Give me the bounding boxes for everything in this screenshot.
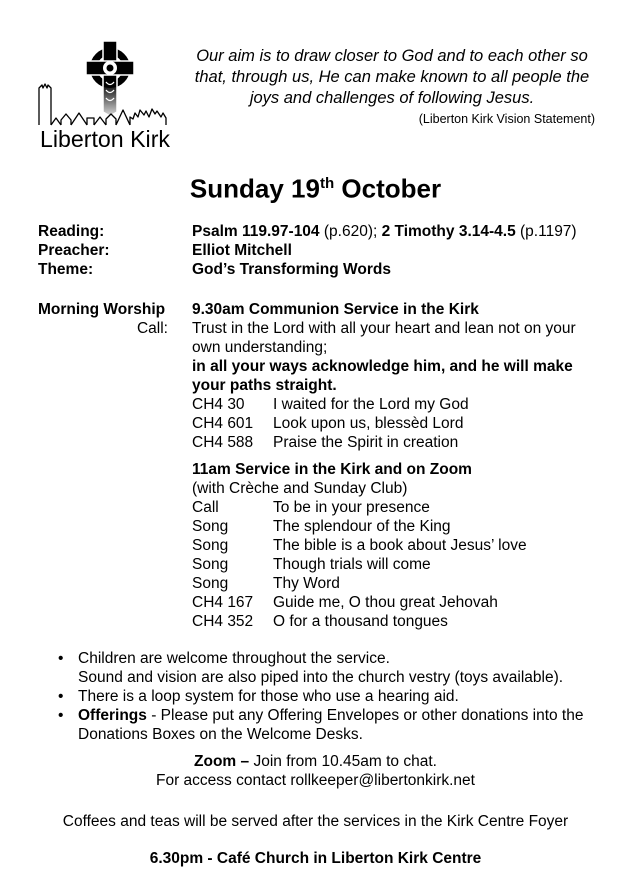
vision-statement-block [183, 40, 601, 157]
morning-hymn-list [192, 395, 631, 452]
coffees-note: Coffees and teas will be served after the services in the Kirk Centre Foyer [62, 812, 569, 830]
hymn-code: CH4 30 [192, 395, 245, 413]
song-code: Call [192, 498, 219, 516]
song-title: O for a thousand tongues [273, 612, 448, 630]
page-title [0, 169, 631, 204]
notices-list [0, 649, 591, 744]
song-code: Song [192, 574, 229, 592]
eleven-am-section [192, 460, 631, 631]
song-code: CH4 167 [192, 593, 254, 611]
preacher-label: Preacher: [38, 241, 110, 259]
service-details [0, 222, 631, 279]
hymn-row [192, 433, 631, 452]
song-code: Song [192, 536, 229, 554]
vision-statement-text: Our aim is to draw closer to God and to each other so that, through us, He can make known to all people the joys and challenges of following Jesus. [194, 47, 590, 107]
notice-children-line1: • Children are welcome throughout the service. [78, 649, 390, 667]
reading-ref-2: 2 Timothy 3.14-4.5 [381, 222, 516, 240]
song-row [192, 612, 631, 631]
morning-worship-label: Morning Worship [38, 300, 166, 318]
reading-label: Reading: [38, 222, 105, 240]
logo-wordmark: Liberton Kirk [40, 126, 171, 152]
song-code: CH4 352 [192, 612, 254, 630]
morning-header-row [38, 300, 631, 319]
hymn-title: Look upon us, blessèd Lord [273, 414, 464, 432]
song-title: To be in your presence [273, 498, 430, 516]
theme-row [38, 260, 631, 279]
call-text-bold: in all your ways acknowledge him, and he will make your paths straight. [192, 357, 573, 394]
song-row [192, 517, 631, 536]
song-title: The bible is a book about Jesus’ love [273, 536, 527, 554]
notice-offerings-lead: Offerings [78, 706, 147, 724]
preacher-name: Elliot Mitchell [192, 241, 292, 259]
zoom-contact-line: For access contact rollkeeper@libertonkirk.net [156, 771, 475, 789]
masthead [0, 0, 631, 157]
hymn-code: CH4 601 [192, 414, 254, 432]
song-title: The splendour of the King [273, 517, 451, 535]
title-date: Sunday 19 [189, 173, 320, 204]
song-code: Song [192, 555, 229, 573]
song-row [192, 593, 631, 612]
title-ordinal: th [319, 175, 335, 192]
call-label: Call: [136, 319, 168, 337]
notice-children [78, 649, 591, 687]
reading-page-1: (p.620); [319, 222, 382, 240]
call-text-block [192, 319, 631, 395]
reading-ref-1: Psalm 119.97-104 [192, 222, 320, 240]
call-row [38, 319, 631, 395]
notice-offerings-rest: - Please put any Offering Envelopes or other donations into the Donations Boxes on the Welcome Desks. [78, 706, 584, 743]
zoom-note-line1 [0, 752, 631, 771]
notice-children-line2: Sound and vision are also piped into the church vestry (toys available). [78, 668, 564, 686]
song-row [192, 498, 631, 517]
song-title: Thy Word [273, 574, 340, 592]
vision-attribution: (Liberton Kirk Vision Statement) [418, 112, 595, 126]
zoom-note [0, 752, 631, 790]
notice-offerings [78, 706, 591, 744]
reading-page-2: (p.1197) [515, 222, 577, 240]
theme-value: God’s Transforming Words [192, 260, 391, 278]
zoom-note-rest: Join from 10.45am to chat. [249, 752, 437, 770]
title-month: October [334, 173, 442, 204]
celtic-cross-skyline-icon [38, 40, 173, 152]
hymn-title: I waited for the Lord my God [273, 395, 469, 413]
hymn-row [192, 395, 631, 414]
theme-label: Theme: [38, 260, 94, 278]
preacher-row [38, 241, 631, 260]
zoom-note-lead: Zoom – [194, 752, 250, 770]
notice-loop-system: • There is a loop system for those who use a hearing aid. [78, 687, 591, 706]
song-title: Guide me, O thou great Jehovah [273, 593, 498, 611]
song-row [192, 574, 631, 593]
eleven-service-title: 11am Service in the Kirk and on Zoom [192, 460, 472, 478]
church-logo [38, 40, 173, 157]
hymn-row [192, 414, 631, 433]
song-title: Though trials will come [273, 555, 431, 573]
call-text: Trust in the Lord with all your heart and lean not on your own understanding; [192, 319, 576, 356]
hymn-title: Praise the Spirit in creation [273, 433, 459, 451]
song-row [192, 555, 631, 574]
morning-service-title: 9.30am Communion Service in the Kirk [192, 300, 479, 318]
reading-row [38, 222, 631, 241]
eleven-subtitle: (with Crèche and Sunday Club) [192, 479, 408, 497]
song-row [192, 536, 631, 555]
cafe-church-note: 6.30pm - Café Church in Liberton Kirk Centre [149, 849, 482, 867]
morning-worship-section [0, 300, 631, 631]
hymn-code: CH4 588 [192, 433, 254, 451]
reading-value [192, 222, 631, 241]
song-code: Song [192, 517, 229, 535]
